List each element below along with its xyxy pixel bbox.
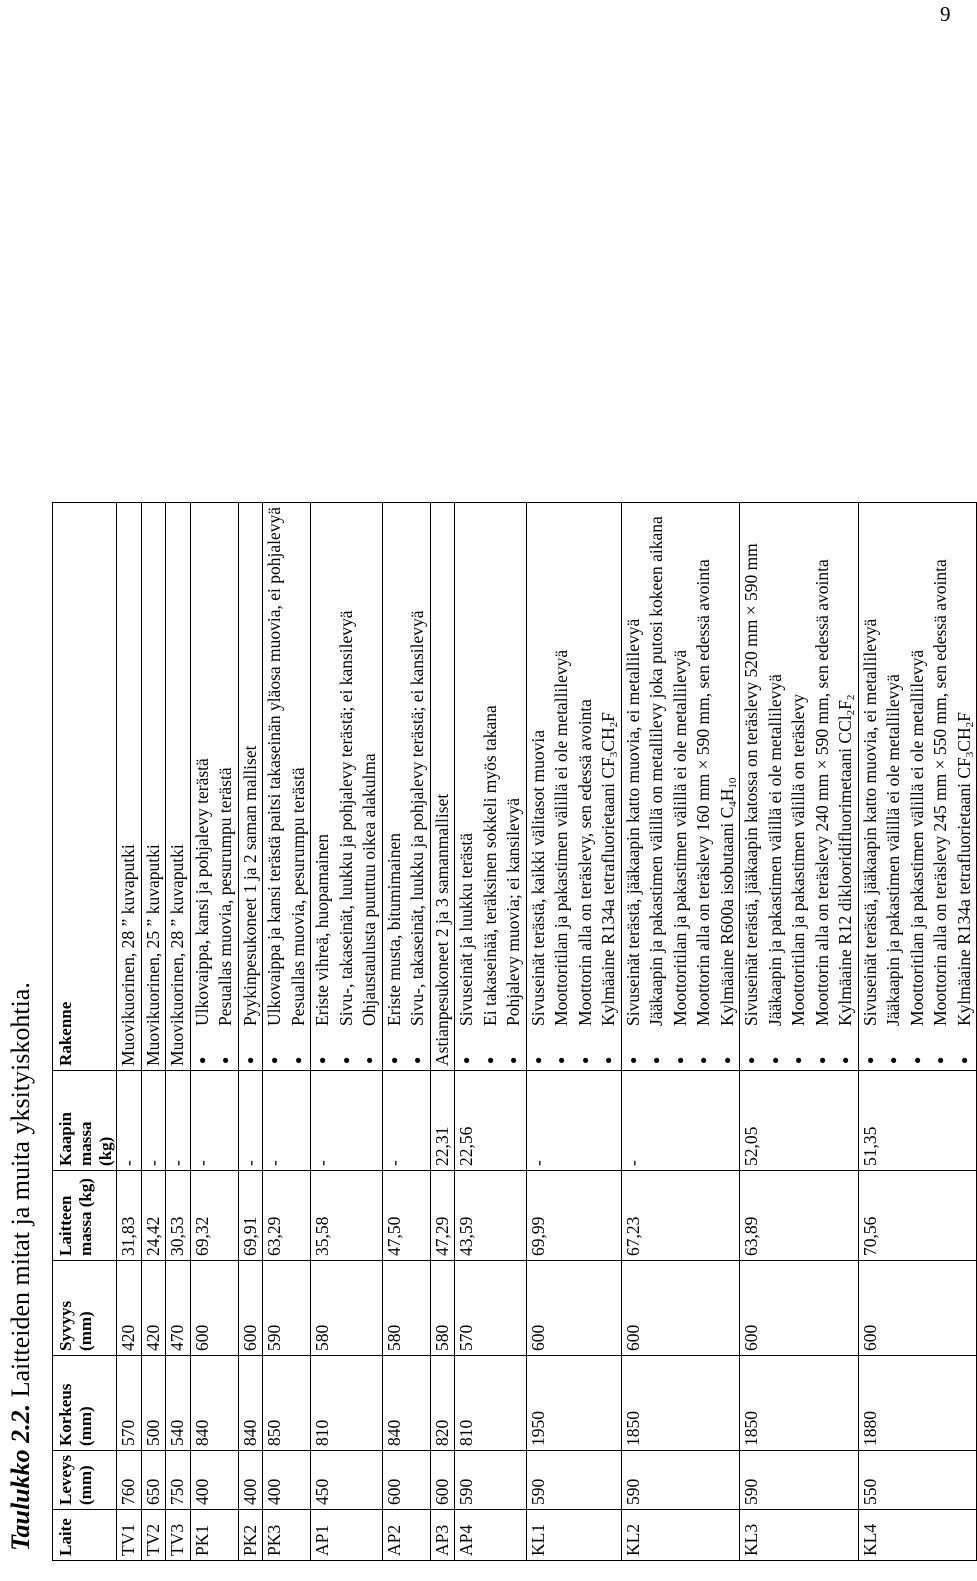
- cell-korkeus: 1880: [858, 1355, 977, 1450]
- cell-rakenne: [382, 502, 430, 1070]
- header-leveys: [53, 1450, 117, 1509]
- cell-rakenne: [526, 502, 621, 1070]
- rakenne-item: ● Moottoritilan ja pakastimen välillä ei ole metallilevyä: [669, 507, 693, 1066]
- cell-kaapin-massa: -: [190, 1070, 238, 1170]
- cell-laitteen-massa: 69,91: [238, 1170, 263, 1260]
- rakenne-item: ● Kylmäaine R134a tetrafluorietaani $CF_3CH_2F$: [597, 507, 621, 1066]
- cell-syvyys: 580: [382, 1260, 430, 1355]
- rakenne-item: ● Sivuseinät terästä, jääkaapin katto muovia, ei metallilevyä: [859, 507, 883, 1066]
- device-table: [52, 502, 977, 1561]
- rakenne-item: ● Moottoritilan ja pakastimen välillä ei ole metallilevyä: [906, 507, 930, 1066]
- caption-label: Taulukko 2.2.: [6, 1403, 35, 1551]
- cell-kaapin-massa: -: [621, 1070, 740, 1170]
- rakenne-list: [740, 507, 858, 1066]
- header-leveys-line2: (mm): [76, 1465, 95, 1505]
- rakenne-list: [383, 507, 430, 1066]
- cell-korkeus: 540: [166, 1355, 191, 1450]
- cell-korkeus: 810: [455, 1355, 527, 1450]
- rakenne-item: ● Eriste vihreä, huopamainen: [311, 507, 335, 1066]
- rakenne-item: ● Moottorin alla on teräslevy 245 mm × 550 mm, sen edessä avointa: [929, 507, 953, 1066]
- rakenne-list: [191, 507, 238, 1066]
- rakenne-item: ● Ei takaseinää, teräksinen sokkeli myös takana: [479, 507, 503, 1066]
- cell-korkeus: 500: [141, 1355, 166, 1450]
- cell-kaapin-massa: -: [166, 1070, 191, 1170]
- cell-syvyys: 600: [526, 1260, 621, 1355]
- header-laitteen-massa-line2: massa (kg): [76, 1178, 95, 1256]
- table-caption: [6, 982, 36, 1551]
- cell-korkeus: 840: [190, 1355, 238, 1450]
- cell-laite: PK1: [190, 1510, 238, 1561]
- cell-korkeus: 1850: [740, 1355, 859, 1450]
- cell-laite: KL4: [858, 1510, 977, 1561]
- cell-syvyys: 420: [117, 1260, 142, 1355]
- cell-kaapin-massa: -: [263, 1070, 311, 1170]
- cell-laitteen-massa: 31,83: [117, 1170, 142, 1260]
- cell-korkeus: 810: [311, 1355, 383, 1450]
- cell-rakenne: [621, 502, 740, 1070]
- table-row: [455, 502, 527, 1560]
- cell-laitteen-massa: 70,56: [858, 1170, 977, 1260]
- header-kaapin-massa-line1: Kaapin massa: [56, 1112, 95, 1166]
- rakenne-item: ● Kylmäaine R12 diklooridifluorimetaani $CCl_2F_2$: [834, 507, 858, 1066]
- cell-laitteen-massa: 35,58: [311, 1170, 383, 1260]
- cell-leveys: 600: [382, 1450, 430, 1509]
- cell-leveys: 400: [190, 1450, 238, 1509]
- cell-leveys: 590: [740, 1450, 859, 1509]
- cell-leveys: 400: [238, 1450, 263, 1509]
- cell-leveys: 450: [311, 1450, 383, 1509]
- rakenne-list: [622, 507, 740, 1066]
- rakenne-item: ● Moottorin alla on teräslevy 240 mm × 590 mm, sen edessä avointa: [811, 507, 835, 1066]
- table-row: [740, 502, 859, 1560]
- cell-laite: AP1: [311, 1510, 383, 1561]
- cell-syvyys: 600: [190, 1260, 238, 1355]
- rakenne-item: ● Kylmäaine R600a isobutaani $C_4H_{10}$: [716, 507, 740, 1066]
- rakenne-item: ● Sivuseinät terästä, jääkaapin katto muovia, ei metallilevyä: [622, 507, 646, 1066]
- rakenne-list: [859, 507, 977, 1066]
- cell-laite: PK3: [263, 1510, 311, 1561]
- cell-kaapin-massa: -: [141, 1070, 166, 1170]
- cell-leveys: 600: [430, 1450, 455, 1509]
- table-row: [117, 502, 142, 1560]
- cell-leveys: 760: [117, 1450, 142, 1509]
- cell-kaapin-massa: -: [238, 1070, 263, 1170]
- cell-kaapin-massa: 52,05: [740, 1070, 859, 1170]
- cell-rakenne: [455, 502, 527, 1070]
- rakenne-list: [239, 507, 263, 1066]
- cell-laite: AP4: [455, 1510, 527, 1561]
- cell-korkeus: 570: [117, 1355, 142, 1450]
- cell-leveys: 650: [141, 1450, 166, 1509]
- cell-rakenne: [190, 502, 238, 1070]
- rakenne-list: [527, 507, 621, 1066]
- table-row: [858, 502, 977, 1560]
- cell-laitteen-massa: 69,32: [190, 1170, 238, 1260]
- cell-korkeus: 1950: [526, 1355, 621, 1450]
- rakenne-item: ● Pyykinpesukoneet 1 ja 2 saman malliset: [239, 507, 263, 1066]
- header-kaapin-massa-line2: (kg): [96, 1136, 115, 1166]
- cell-korkeus: 850: [263, 1355, 311, 1450]
- cell-laite: KL2: [621, 1510, 740, 1561]
- header-syvyys: [53, 1260, 117, 1355]
- cell-syvyys: 420: [141, 1260, 166, 1355]
- cell-rakenne: [740, 502, 859, 1070]
- table-row: [382, 502, 430, 1560]
- cell-leveys: 750: [166, 1450, 191, 1509]
- cell-laitteen-massa: 43,59: [455, 1170, 527, 1260]
- cell-syvyys: 600: [621, 1260, 740, 1355]
- cell-kaapin-massa: -: [311, 1070, 383, 1170]
- cell-syvyys: 470: [166, 1260, 191, 1355]
- cell-kaapin-massa: -: [382, 1070, 430, 1170]
- header-laite: Laite: [53, 1510, 117, 1561]
- table-row: [141, 502, 166, 1560]
- cell-rakenne: Astianpesukoneet 2 ja 3 samanmalliset: [430, 502, 455, 1070]
- table-header-row: [53, 502, 117, 1560]
- cell-laite: TV1: [117, 1510, 142, 1561]
- rakenne-item: ● Pesuallas muovia, pesurumpu terästä: [287, 507, 311, 1066]
- cell-laite: AP2: [382, 1510, 430, 1561]
- rakenne-item: ● Sivuseinät terästä, jääkaapin katossa on teräslevy 520 mm × 590 mm: [740, 507, 764, 1066]
- cell-leveys: 400: [263, 1450, 311, 1509]
- header-korkeus-line1: Korkeus: [56, 1383, 75, 1446]
- cell-syvyys: 590: [263, 1260, 311, 1355]
- table-row: [166, 502, 191, 1560]
- table-row: [263, 502, 311, 1560]
- table-body: [117, 502, 977, 1560]
- cell-laitteen-massa: 24,42: [141, 1170, 166, 1260]
- cell-laite: PK2: [238, 1510, 263, 1561]
- cell-syvyys: 600: [238, 1260, 263, 1355]
- rakenne-item: ● Eriste musta, bitumimainen: [383, 507, 407, 1066]
- rakenne-item: ● Pesuallas muovia, pesurumpu terästä: [214, 507, 238, 1066]
- cell-rakenne: Muovikuorinen, 28 ” kuvaputki: [166, 502, 191, 1070]
- header-korkeus: [53, 1355, 117, 1450]
- rakenne-list: [311, 507, 382, 1066]
- header-kaapin-massa: [53, 1070, 117, 1170]
- rakenne-item: ● Sivu-, takaseinät, luukku ja pohjalevy terästä; ei kansilevyä: [335, 507, 359, 1066]
- rakenne-item: ● Moottorin alla on teräslevy 160 mm × 590 mm, sen edessä avointa: [692, 507, 716, 1066]
- cell-laitteen-massa: 47,50: [382, 1170, 430, 1260]
- cell-korkeus: 1850: [621, 1355, 740, 1450]
- cell-korkeus: 840: [238, 1355, 263, 1450]
- cell-laite: KL1: [526, 1510, 621, 1561]
- rakenne-item: ● Ulkovaippa ja kansi terästä paitsi takaseinän yläosa muovia, ei pohjalevyä: [263, 507, 287, 1066]
- header-rakenne: Rakenne: [53, 502, 117, 1070]
- cell-rakenne: [238, 502, 263, 1070]
- table-row: [311, 502, 383, 1560]
- cell-laite: TV2: [141, 1510, 166, 1561]
- table-row: [621, 502, 740, 1560]
- cell-laitteen-massa: 69,99: [526, 1170, 621, 1260]
- cell-syvyys: 580: [430, 1260, 455, 1355]
- cell-laitteen-massa: 63,89: [740, 1170, 859, 1260]
- cell-kaapin-massa: 22,56: [455, 1070, 527, 1170]
- rakenne-item: ● Ulkovaippa, kansi ja pohjalevy terästä: [191, 507, 215, 1066]
- rakenne-item: ● Jääkaapin ja pakastimen välillä ei ole metallilevyä: [764, 507, 788, 1066]
- header-syvyys-line1: Syvyys: [56, 1300, 75, 1351]
- table-row: [190, 502, 238, 1560]
- cell-kaapin-massa: -: [117, 1070, 142, 1170]
- rakenne-item: ● Sivu-, takaseinät, luukku ja pohjalevy terästä; ei kansilevyä: [406, 507, 430, 1066]
- cell-leveys: 590: [526, 1450, 621, 1509]
- cell-korkeus: 840: [382, 1355, 430, 1450]
- cell-laitteen-massa: 30,53: [166, 1170, 191, 1260]
- rakenne-item: ● Moottoritilan ja pakastimen välillä on teräslevy: [787, 507, 811, 1066]
- cell-syvyys: 570: [455, 1260, 527, 1355]
- cell-laitteen-massa: 47,29: [430, 1170, 455, 1260]
- cell-laite: KL3: [740, 1510, 859, 1561]
- header-laitteen-massa: [53, 1170, 117, 1260]
- rakenne-item: ● Jääkaapin ja pakastimen välillä on metallilevy joka putosi kokeen aikana: [645, 507, 669, 1066]
- rakenne-item: ● Ohjaustaulusta puuttuu oikea alakulma: [358, 507, 382, 1066]
- cell-rakenne: [263, 502, 311, 1070]
- cell-leveys: 590: [455, 1450, 527, 1509]
- cell-rakenne: Muovikuorinen, 25 ” kuvaputki: [141, 502, 166, 1070]
- rakenne-item: ● Kylmäaine R134a tetrafluorietaani $CF_3CH_2F$: [953, 507, 977, 1066]
- rakenne-item: ● Jääkaapin ja pakastimen välillä ei ole metallilevyä: [882, 507, 906, 1066]
- cell-laite: AP3: [430, 1510, 455, 1561]
- cell-leveys: 590: [621, 1450, 740, 1509]
- cell-syvyys: 600: [858, 1260, 977, 1355]
- caption-text: Laitteiden mitat ja muita yksityiskohtia.: [6, 982, 35, 1404]
- header-leveys-line1: Leveys: [56, 1454, 75, 1505]
- cell-korkeus: 820: [430, 1355, 455, 1450]
- rakenne-item: ● Moottorin alla on teräslevy, sen edessä avointa: [574, 507, 598, 1066]
- cell-leveys: 550: [858, 1450, 977, 1509]
- header-syvyys-line2: (mm): [76, 1311, 95, 1351]
- rakenne-item: ● Moottoritilan ja pakastimen välillä ei ole metallilevyä: [550, 507, 574, 1066]
- cell-kaapin-massa: 22,31: [430, 1070, 455, 1170]
- cell-rakenne: [858, 502, 977, 1070]
- cell-laitteen-massa: 63,29: [263, 1170, 311, 1260]
- cell-laitteen-massa: 67,23: [621, 1170, 740, 1260]
- rakenne-list: [455, 507, 526, 1066]
- table-row: [526, 502, 621, 1560]
- cell-rakenne: Muovikuorinen, 28 ” kuvaputki: [117, 502, 142, 1070]
- header-korkeus-line2: (mm): [76, 1406, 95, 1446]
- table-row: [430, 502, 455, 1560]
- cell-rakenne: [311, 502, 383, 1070]
- cell-laite: TV3: [166, 1510, 191, 1561]
- header-laitteen-massa-line1: Laitteen: [56, 1195, 75, 1256]
- cell-syvyys: 600: [740, 1260, 859, 1355]
- rakenne-item: ● Pohjalevy muovia; ei kansilevyä: [502, 507, 526, 1066]
- table-row: [238, 502, 263, 1560]
- rakenne-list: [263, 507, 310, 1066]
- rakenne-item: ● Sivuseinät terästä, kaikki välitasot muovia: [527, 507, 551, 1066]
- cell-kaapin-massa: -: [526, 1070, 621, 1170]
- cell-kaapin-massa: 51,35: [858, 1070, 977, 1170]
- page-number: 9: [940, 2, 951, 26]
- cell-syvyys: 580: [311, 1260, 383, 1355]
- rakenne-item: ● Sivuseinät ja luukku terästä: [455, 507, 479, 1066]
